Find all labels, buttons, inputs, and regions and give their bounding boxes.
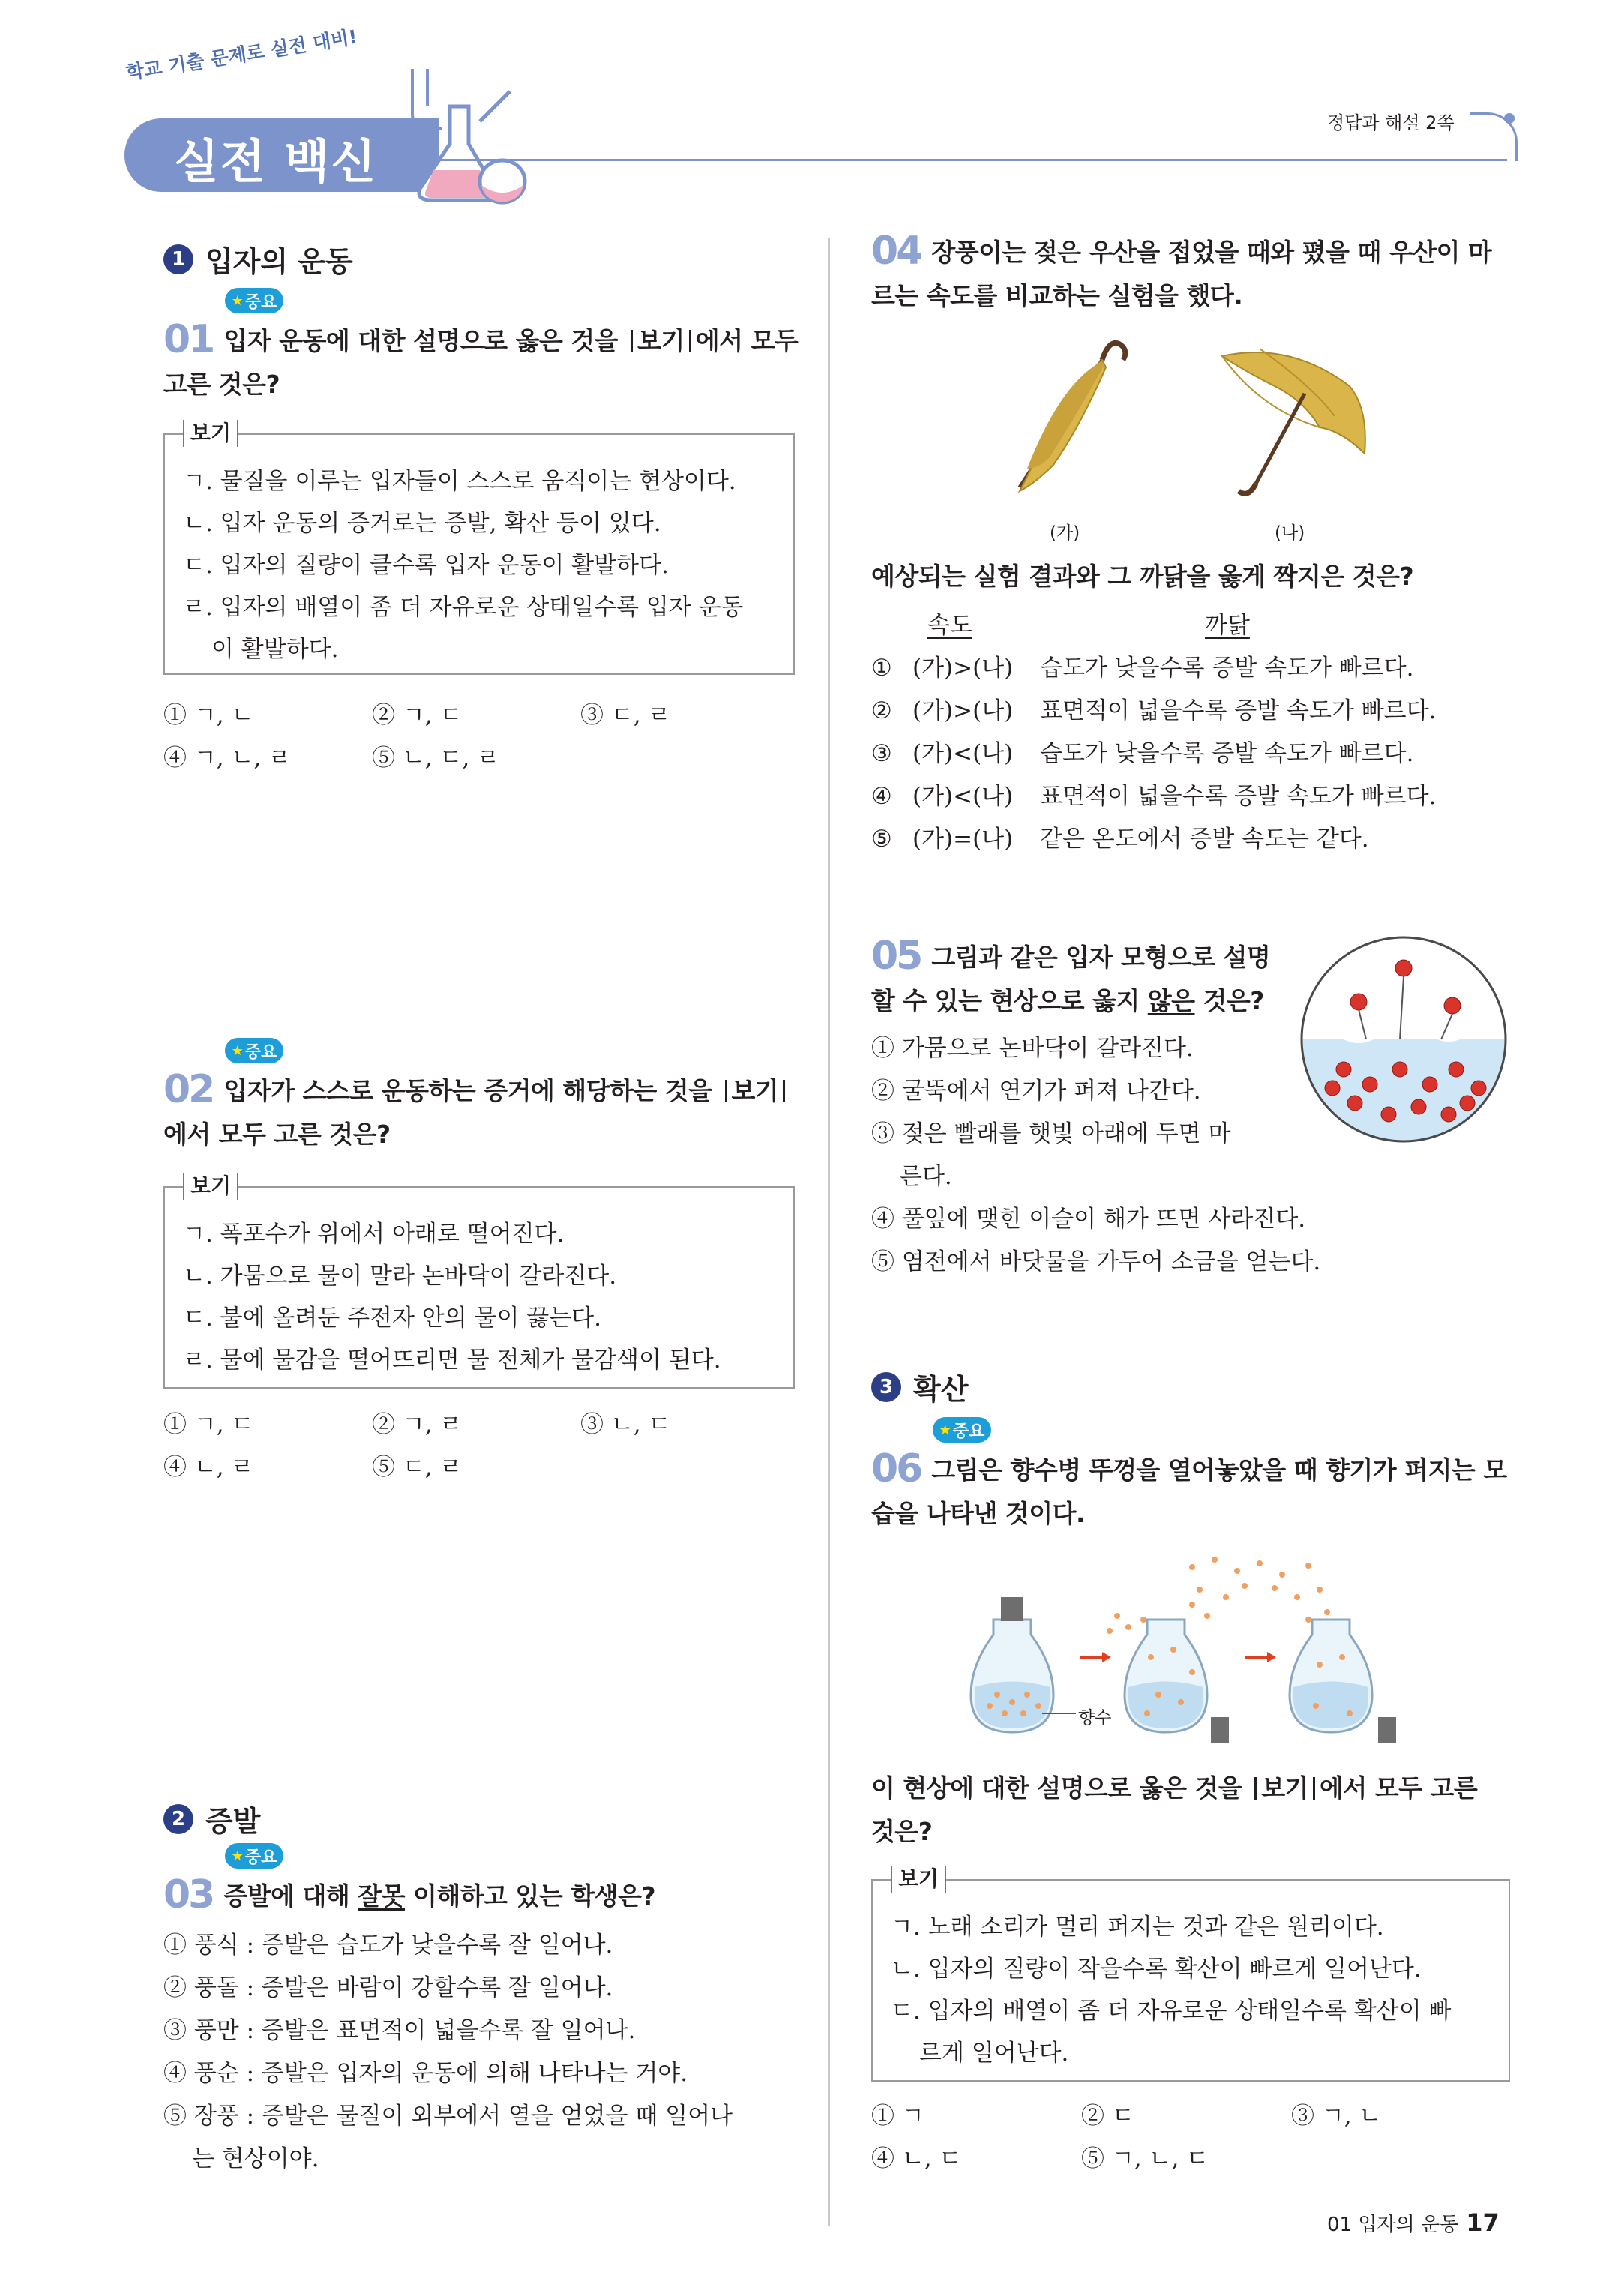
option[interactable]: ② 풍돌 : 증발은 바람이 강할수록 잘 일어나.: [163, 1974, 613, 2001]
star-icon: ★: [231, 1042, 244, 1059]
choice[interactable]: ② ㄱ, ㄷ: [372, 702, 463, 729]
question-number: 04: [871, 229, 921, 274]
option[interactable]: ③ 젖은 빨래를 햇빛 아래에 두면 마: [871, 1120, 1231, 1147]
bogi-item: 르게 일어난다.: [919, 2040, 1069, 2067]
header-rule: [435, 159, 1507, 161]
header-dot: [1504, 113, 1515, 124]
column-header-reason: 까닭: [1205, 612, 1250, 639]
star-icon: ★: [231, 1848, 244, 1864]
star-icon: ★: [939, 1422, 951, 1438]
particle-model-image: [1299, 934, 1509, 1144]
perfume-label: 향수: [1078, 1708, 1112, 1728]
bogi-item: ㄱ. 노래 소리가 멀리 퍼지는 것과 같은 원리이다.: [891, 1914, 1384, 1941]
bogi-item: ㄴ. 가뭄으로 물이 말라 논바닥이 갈라진다.: [183, 1263, 617, 1290]
important-badge: ★ 중요: [933, 1417, 991, 1443]
figure-caption: (나): [1275, 523, 1305, 543]
section-number: 2: [163, 1804, 193, 1834]
bogi-item: ㄱ. 물질을 이루는 입자들이 스스로 움직이는 현상이다.: [183, 468, 736, 495]
question-number: 03: [163, 1872, 214, 1917]
flask-icon: [397, 61, 532, 211]
closed-umbrella-image: [990, 337, 1147, 502]
header-title: 실전 백신: [174, 134, 378, 189]
q05-options: [871, 1027, 1320, 1284]
section-title: 확산: [913, 1373, 969, 1406]
column-header-speed: 속도: [927, 612, 972, 639]
bogi-label: 보기: [891, 1866, 946, 1893]
bogi-item: ㄱ. 폭포수가 위에서 아래로 떨어진다.: [183, 1221, 565, 1248]
section-2-heading: [163, 1798, 260, 1839]
choice[interactable]: ② ㄷ: [1081, 2103, 1134, 2130]
column-divider: [828, 238, 830, 2226]
important-badge: ★ 중요: [225, 1843, 283, 1869]
option[interactable]: ① (가)>(나) 습도가 낮을수록 증발 속도가 빠르다.: [871, 655, 1414, 682]
option[interactable]: ④ 풀잎에 맺힌 이슬이 해가 뜨면 사라진다.: [871, 1206, 1306, 1233]
page-number: 17: [1466, 2208, 1500, 2237]
answer-reference: 정답과 해설 2쪽: [1327, 112, 1455, 133]
question-03: 03 증발에 대해 잘못 이해하고 있는 학생은?: [163, 1872, 656, 1917]
bogi-item: ㄴ. 입자 운동의 증거로는 증발, 확산 등이 있다.: [183, 510, 661, 537]
q04-prompt: 예상되는 실험 결과와 그 까닭을 옳게 짝지은 것은?: [871, 562, 1414, 591]
star-icon: ★: [231, 292, 244, 309]
bogi-item: ㄷ. 입자의 질량이 클수록 입자 운동이 활발하다.: [183, 552, 669, 579]
option[interactable]: ② 굴뚝에서 연기가 퍼져 나간다.: [871, 1078, 1201, 1105]
choice[interactable]: ④ ㄴ, ㄹ: [163, 1454, 254, 1481]
perfume-diffusion-image: [967, 1545, 1410, 1755]
question-05: 05 그림과 같은 입자 모형으로 설명 할 수 있는 현상으로 옳지 않은 것은?: [871, 934, 1271, 1015]
q06-bogi-box: [871, 1866, 1510, 2082]
header-tagline: 학교 기출 문제로 실전 대비!: [124, 25, 359, 84]
option[interactable]: ① 가뭄으로 논바닥이 갈라진다.: [871, 1035, 1194, 1062]
q02-choices: [163, 1401, 670, 1486]
section-number: 1: [163, 244, 193, 274]
section-number: 3: [871, 1372, 901, 1402]
choice[interactable]: ④ ㄴ, ㄷ: [871, 2145, 962, 2172]
option-continued: 는 현상이야.: [192, 2145, 319, 2172]
bogi-item: 이 활발하다.: [211, 636, 339, 663]
option[interactable]: ① 풍식 : 증발은 습도가 낮을수록 잘 일어나.: [163, 1932, 613, 1959]
choice[interactable]: ① ㄱ, ㄴ: [163, 702, 254, 729]
choice[interactable]: ④ ㄱ, ㄴ, ㄹ: [163, 745, 292, 772]
q02-bogi-box: [163, 1173, 795, 1389]
choice[interactable]: ③ ㄷ, ㄹ: [580, 702, 671, 729]
section-title: 입자의 운동: [205, 245, 353, 278]
q04-table: [871, 604, 1436, 861]
question-04: 04 장풍이는 젖은 우산을 접었을 때와 폈을 때 우산이 마 르는 속도를 비교하는 실험을 했다.: [871, 229, 1492, 310]
bogi-label: 보기: [183, 420, 238, 447]
option[interactable]: ③ (가)<(나) 습도가 낮을수록 증발 속도가 빠르다.: [871, 740, 1414, 767]
question-number: 01: [163, 317, 214, 362]
choice[interactable]: ③ ㄴ, ㄷ: [580, 1411, 671, 1438]
question-06: 06 그림은 향수병 뚜껑을 열어놓았을 때 향기가 퍼지는 모 습을 나타낸 것이다.: [871, 1446, 1507, 1528]
option-continued: 른다.: [900, 1163, 952, 1190]
q01-choices: [163, 691, 670, 777]
question-number: 05: [871, 934, 921, 979]
section-title: 증발: [205, 1805, 261, 1838]
option[interactable]: ④ 풍순 : 증발은 입자의 운동에 의해 나타나는 거야.: [163, 2060, 688, 2087]
option[interactable]: ⑤ (가)=(나) 같은 온도에서 증발 속도는 같다.: [871, 826, 1369, 853]
bogi-item: ㄹ. 물에 물감을 떨어뜨리면 물 전체가 물감색이 된다.: [183, 1347, 721, 1374]
important-badge: ★ 중요: [225, 1038, 283, 1063]
q06-prompt: 이 현상에 대한 설명으로 옳은 것을 보기 에서 모두 고른 것은?: [871, 1773, 1478, 1846]
section-1-heading: [163, 238, 353, 280]
option[interactable]: ⑤ 장풍 : 증발은 물질이 외부에서 열을 얻었을 때 일어나: [163, 2103, 733, 2130]
choice[interactable]: ③ ㄱ, ㄴ: [1291, 2103, 1382, 2130]
figure-caption: (가): [1050, 523, 1080, 543]
page-footer: [1327, 2208, 1500, 2237]
chapter-label: 01 입자의 운동: [1327, 2214, 1459, 2236]
q06-choices: [871, 2092, 1381, 2178]
q03-options: [163, 1924, 733, 2181]
choice[interactable]: ⑤ ㄱ, ㄴ, ㄷ: [1081, 2145, 1209, 2172]
option[interactable]: ⑤ 염전에서 바닷물을 가두어 소금을 얻는다.: [871, 1248, 1321, 1275]
choice[interactable]: ② ㄱ, ㄹ: [372, 1411, 463, 1438]
bogi-label: 보기: [183, 1173, 238, 1200]
choice[interactable]: ⑤ ㄴ, ㄷ, ㄹ: [372, 745, 500, 772]
important-badge: ★ 중요: [225, 288, 283, 313]
bogi-item: ㄷ. 입자의 배열이 좀 더 자유로운 상태일수록 확산이 빠: [891, 1998, 1452, 2025]
q01-bogi-box: [163, 421, 795, 675]
choice[interactable]: ① ㄱ: [871, 2103, 924, 2130]
option[interactable]: ③ 풍만 : 증발은 표면적이 넓을수록 잘 일어나.: [163, 2017, 636, 2044]
question-number: 06: [871, 1446, 921, 1491]
bogi-item: ㄴ. 입자의 질량이 작을수록 확산이 빠르게 일어난다.: [891, 1956, 1422, 1983]
question-01: 01 입자 운동에 대한 설명으로 옳은 것을 보기 에서 모두 고른 것은?: [163, 317, 799, 399]
bogi-item: ㄹ. 입자의 배열이 좀 더 자유로운 상태일수록 입자 운동: [183, 594, 744, 621]
choice[interactable]: ① ㄱ, ㄷ: [163, 1411, 254, 1438]
question-number: 02: [163, 1067, 214, 1112]
option[interactable]: ② (가)>(나) 표면적이 넓을수록 증발 속도가 빠르다.: [871, 697, 1437, 724]
option[interactable]: ④ (가)<(나) 표면적이 넓을수록 증발 속도가 빠르다.: [871, 783, 1437, 810]
bogi-item: ㄷ. 불에 올려둔 주전자 안의 물이 끓는다.: [183, 1305, 601, 1332]
open-umbrella-image: [1215, 341, 1372, 502]
choice[interactable]: ⑤ ㄷ, ㄹ: [372, 1454, 463, 1481]
question-02: 02 입자가 스스로 운동하는 증거에 해당하는 것을 보기 에서 모두 고른 것은?: [163, 1068, 823, 1156]
section-3-heading: [871, 1366, 968, 1407]
